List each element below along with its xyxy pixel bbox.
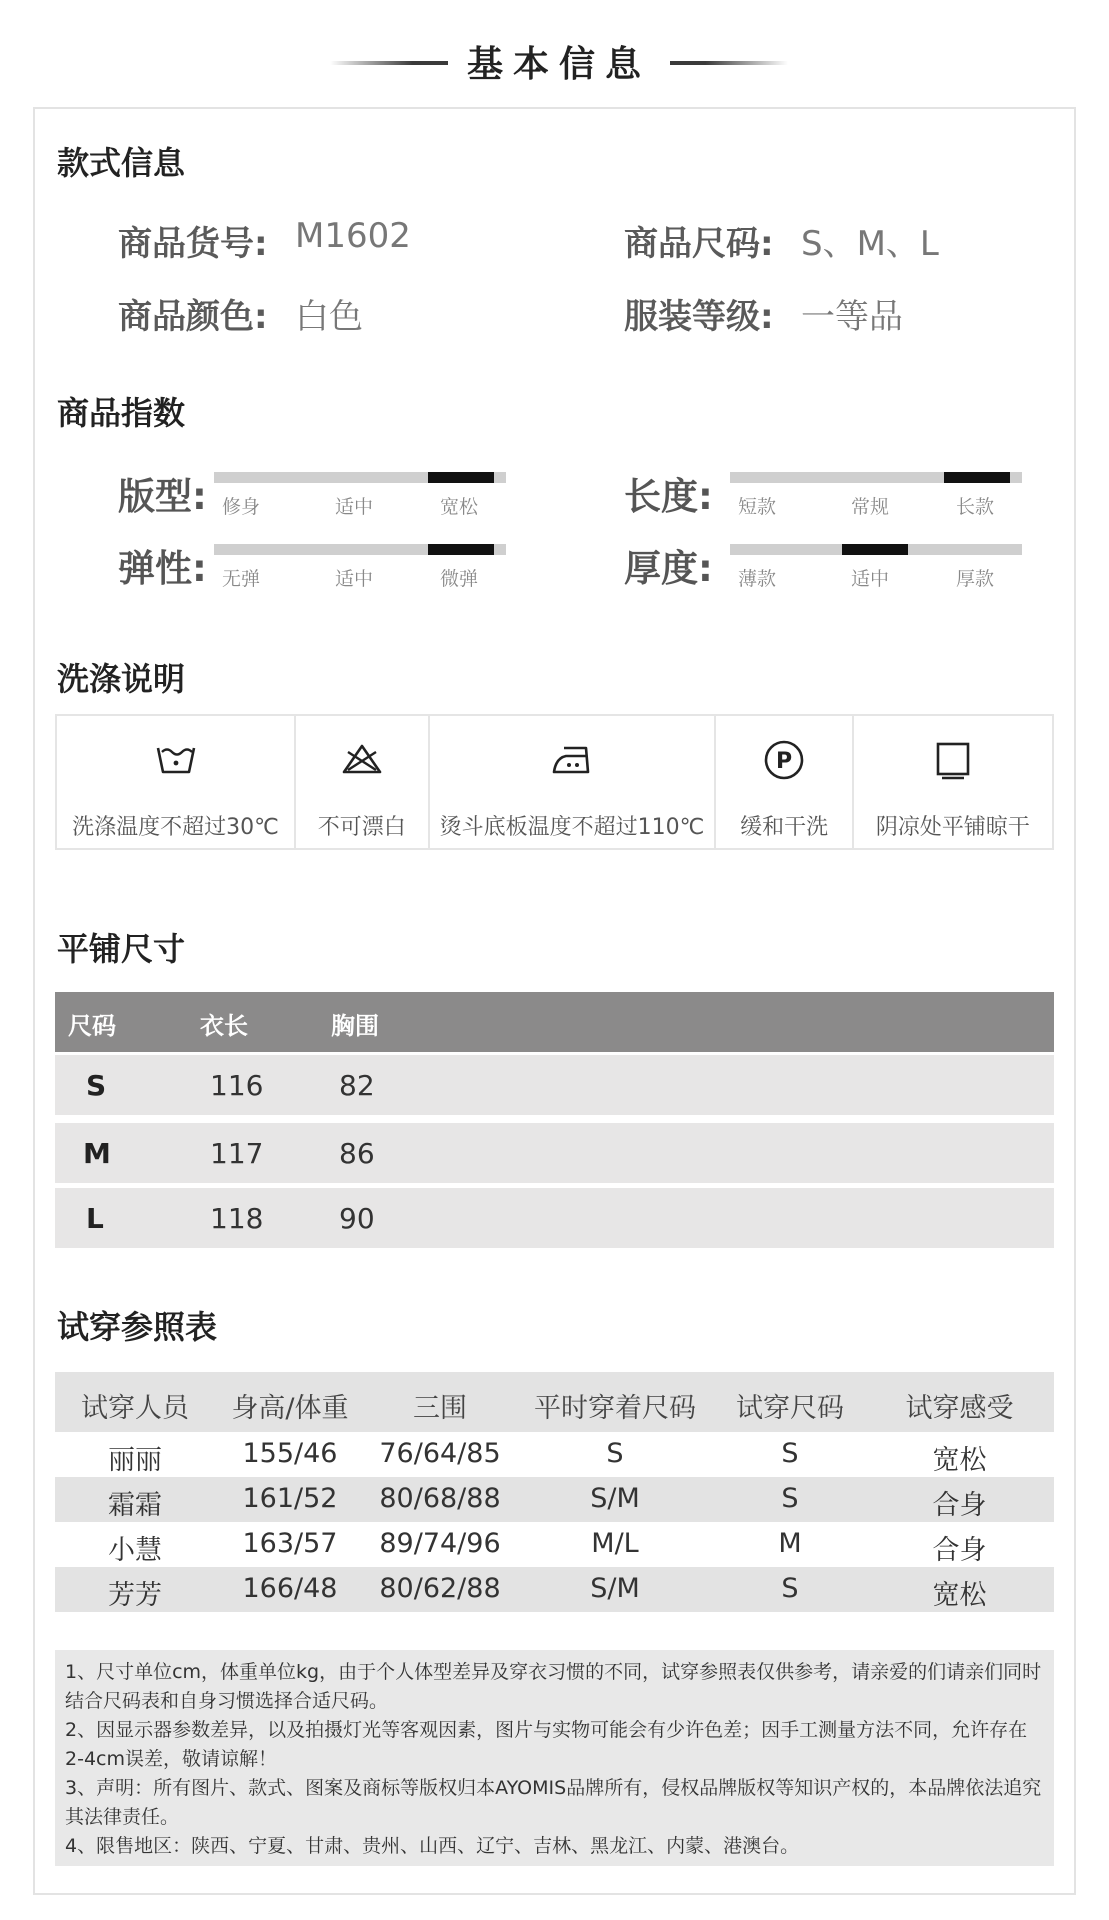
fitting-cell: M/L <box>591 1528 639 1559</box>
svg-text:P: P <box>776 749 793 774</box>
table-row <box>55 1123 1054 1183</box>
size-header-bust: 胸围 <box>331 1012 379 1040</box>
size-table-header <box>55 992 1054 1052</box>
fitting-header-feeling: 试穿感受 <box>905 1393 1014 1424</box>
bust-cell: 90 <box>339 1202 375 1235</box>
dry-clean-p-icon <box>760 736 808 784</box>
length-scale-marker <box>944 472 1010 483</box>
grade-value: 一等品 <box>801 297 903 337</box>
elasticity-tick-3: 微弹 <box>440 568 479 590</box>
fitting-cell: S/M <box>590 1573 640 1604</box>
length-tick-1: 短款 <box>738 496 777 518</box>
fitting-cell: 芳芳 <box>108 1580 162 1611</box>
fit-tick-3: 宽松 <box>440 496 479 518</box>
table-row <box>55 1522 1054 1567</box>
table-row <box>55 1477 1054 1522</box>
fit-tick-1: 修身 <box>222 496 261 518</box>
elasticity-label: 弹性: <box>118 547 207 590</box>
thickness-tick-3: 厚款 <box>956 568 995 590</box>
length-tick-3: 长款 <box>956 496 995 518</box>
dry-flat-icon <box>929 736 977 784</box>
table-row <box>55 1188 1054 1248</box>
care-item <box>430 716 717 848</box>
fitting-cell: 宽松 <box>932 1445 987 1476</box>
thickness-tick-1: 薄款 <box>738 568 777 590</box>
sku-label: 商品货号: <box>118 224 268 264</box>
care-item <box>57 716 296 848</box>
fitting-cell: 合身 <box>932 1490 987 1521</box>
fit-scale-marker <box>428 472 494 483</box>
care-table <box>55 714 1054 850</box>
fitting-header-height-weight: 身高/体重 <box>231 1393 349 1424</box>
fitting-table-header <box>55 1372 1054 1432</box>
wash-tub-icon <box>152 736 200 784</box>
thickness-tick-2: 适中 <box>851 568 890 590</box>
thickness-label: 厚度: <box>624 547 713 590</box>
fit-tick-2: 适中 <box>335 496 374 518</box>
length-scale <box>730 472 1022 518</box>
fitting-cell: 宽松 <box>932 1580 987 1611</box>
size-header-size: 尺码 <box>68 1012 116 1040</box>
fitting-cell: 163/57 <box>242 1528 338 1559</box>
fitting-header-usual-size: 平时穿着尺码 <box>534 1393 696 1424</box>
table-row <box>55 1055 1054 1115</box>
section-title-fitting: 试穿参照表 <box>57 1308 218 1346</box>
size-cell: S <box>86 1069 107 1102</box>
sku-value: M1602 <box>295 216 411 256</box>
fitting-cell: 小慧 <box>108 1535 162 1566</box>
care-text: 洗涤温度不超过30℃ <box>72 815 279 840</box>
table-row <box>55 1567 1054 1612</box>
fitting-cell: 霜霜 <box>108 1490 162 1521</box>
care-text: 烫斗底板温度不超过110℃ <box>439 815 705 840</box>
bust-cell: 82 <box>339 1069 375 1102</box>
fitting-cell: 80/68/88 <box>379 1483 501 1514</box>
fitting-cell: S <box>781 1483 799 1514</box>
elasticity-tick-2: 适中 <box>335 568 374 590</box>
care-text: 不可漂白 <box>317 815 406 840</box>
fit-label: 版型: <box>118 475 207 518</box>
length-tick-2: 常规 <box>851 496 890 518</box>
section-title-product-index: 商品指数 <box>57 394 186 432</box>
fitting-cell: S <box>781 1573 799 1604</box>
fitting-cell: 76/64/85 <box>379 1438 501 1469</box>
section-title-care: 洗涤说明 <box>57 660 186 698</box>
section-title-flat-size: 平铺尺寸 <box>57 930 186 968</box>
length-cell: 116 <box>210 1069 264 1102</box>
thickness-scale-marker <box>842 544 908 555</box>
length-cell: 118 <box>210 1202 264 1235</box>
grade-label: 服装等级: <box>624 297 774 337</box>
size-cell: M <box>83 1137 111 1170</box>
table-row <box>55 1432 1054 1477</box>
size-cell: L <box>86 1202 104 1235</box>
fitting-cell: 合身 <box>932 1535 987 1566</box>
color-value: 白色 <box>295 297 363 337</box>
length-cell: 117 <box>210 1137 264 1170</box>
note-2: 2、因显示器参数差异，以及拍摄灯光等客观因素，图片与实物可能会有少许色差；因手工测量方法不同，允许存在2-4cm误差，敬请谅解！ <box>65 1719 1028 1770</box>
fitting-cell: S/M <box>590 1483 640 1514</box>
elasticity-scale <box>214 544 506 590</box>
fitting-cell: 166/48 <box>242 1573 338 1604</box>
fit-scale <box>214 472 506 518</box>
care-item <box>854 716 1052 848</box>
size-header-length: 衣长 <box>200 1012 248 1040</box>
fitting-cell: 155/46 <box>242 1438 338 1469</box>
care-text: 缓和干洗 <box>740 815 829 840</box>
elasticity-scale-marker <box>428 544 494 555</box>
fitting-cell: 80/62/88 <box>379 1573 501 1604</box>
fitting-header-person: 试穿人员 <box>81 1393 189 1424</box>
fitting-header-measurements: 三围 <box>413 1393 467 1424</box>
note-3: 3、声明：所有图片、款式、图案及商标等版权归本AYOMIS品牌所有，侵权品牌版权等知识产权的，本品牌依法追究其法律责任。 <box>65 1777 1042 1828</box>
color-label: 商品颜色: <box>118 297 268 337</box>
fitting-cell: M <box>778 1528 802 1559</box>
bust-cell: 86 <box>339 1137 375 1170</box>
care-item <box>296 716 429 848</box>
header-right-rule <box>670 61 788 65</box>
fitting-cell: S <box>781 1438 799 1469</box>
size-label: 商品尺码: <box>624 224 774 264</box>
fitting-cell: 161/52 <box>242 1483 338 1514</box>
fitting-header-try-size: 试穿尺码 <box>736 1393 844 1424</box>
notes-box <box>55 1650 1054 1866</box>
note-1: 1、尺寸单位cm，体重单位kg，由于个人体型差异及穿衣习惯的不同，试穿参照表仅供参考，请亲爱的们请亲们同时结合尺码表和自身习惯选择合适尺码。 <box>65 1661 1042 1712</box>
iron-icon <box>548 736 596 784</box>
elasticity-tick-1: 无弹 <box>222 568 261 590</box>
fitting-cell: 89/74/96 <box>379 1528 501 1559</box>
section-title-style-info: 款式信息 <box>57 144 186 182</box>
no-bleach-icon <box>338 736 386 784</box>
length-label: 长度: <box>624 475 713 518</box>
thickness-scale <box>730 544 1022 590</box>
note-4: 4、限售地区：陕西、宁夏、甘肃、贵州、山西、辽宁、吉林、黑龙江、内蒙、港澳台。 <box>65 1835 800 1857</box>
header-left-rule <box>330 61 448 65</box>
fitting-cell: S <box>606 1438 624 1469</box>
page-title: 基本信息 <box>466 44 651 85</box>
care-text: 阴凉处平铺晾干 <box>875 815 1030 840</box>
care-item <box>716 716 853 848</box>
size-value: S、M、L <box>801 224 939 264</box>
fitting-cell: 丽丽 <box>108 1445 162 1476</box>
